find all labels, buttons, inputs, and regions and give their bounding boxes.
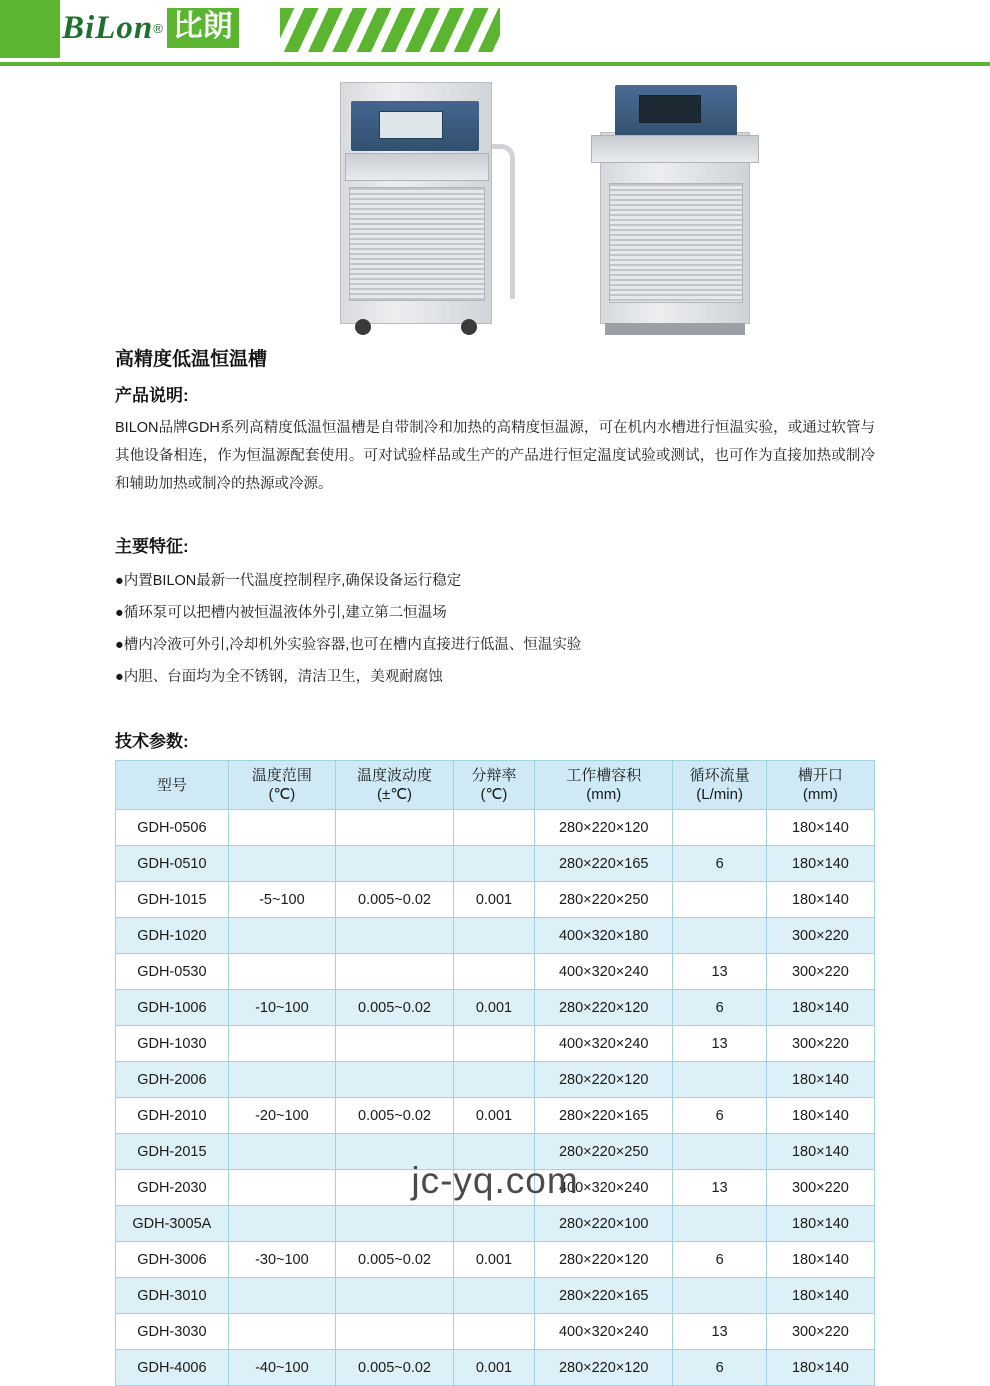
cell-res	[453, 1278, 534, 1314]
cell-range	[228, 1206, 335, 1242]
cell-vol: 280×220×120	[534, 810, 672, 846]
table-row	[116, 1206, 875, 1242]
cell-flow	[673, 1134, 766, 1170]
table-row	[116, 918, 875, 954]
cell-open: 180×140	[766, 882, 874, 918]
cell-range	[228, 954, 335, 990]
cell-fluct: 0.005~0.02	[336, 1242, 454, 1278]
cell-flow: 6	[673, 1350, 766, 1386]
cell-range	[228, 1170, 335, 1206]
cell-res: 0.001	[453, 882, 534, 918]
product-photo-left	[340, 82, 492, 324]
cell-range: -30~100	[228, 1242, 335, 1278]
cell-open: 180×140	[766, 846, 874, 882]
cell-model: GDH-2030	[116, 1170, 229, 1206]
brand-logo	[62, 6, 239, 50]
content-area	[0, 344, 990, 752]
product-tank-left	[345, 153, 489, 181]
cell-vol: 400×320×240	[534, 1314, 672, 1350]
cell-model: GDH-3006	[116, 1242, 229, 1278]
cell-vol: 400×320×240	[534, 954, 672, 990]
cell-vol: 280×220×120	[534, 990, 672, 1026]
cell-vol: 400×320×240	[534, 1170, 672, 1206]
product-base-right	[605, 323, 745, 335]
cell-range	[228, 1026, 335, 1062]
cell-vol: 280×220×120	[534, 1062, 672, 1098]
cell-flow: 6	[673, 1098, 766, 1134]
cell-vol: 280×220×100	[534, 1206, 672, 1242]
cell-res	[453, 1134, 534, 1170]
cell-flow: 6	[673, 990, 766, 1026]
cell-open: 300×220	[766, 1026, 874, 1062]
table-row	[116, 846, 875, 882]
table-row	[116, 954, 875, 990]
cell-res: 0.001	[453, 1350, 534, 1386]
cell-fluct: 0.005~0.02	[336, 1098, 454, 1134]
column-header-model: 型号	[116, 761, 229, 810]
column-header-temp-range: 温度范围 (℃)	[228, 761, 335, 810]
cell-res: 0.001	[453, 1242, 534, 1278]
cell-range: -20~100	[228, 1098, 335, 1134]
table-row	[116, 1350, 875, 1386]
cell-res	[453, 810, 534, 846]
cell-open: 300×220	[766, 918, 874, 954]
cell-fluct	[336, 1026, 454, 1062]
cell-model: GDH-0506	[116, 810, 229, 846]
cell-res	[453, 1026, 534, 1062]
cell-flow	[673, 882, 766, 918]
list-item: ●循环泵可以把槽内被恒温液体外引,建立第二恒温场	[115, 605, 447, 621]
spec-table-head	[116, 761, 875, 810]
cell-flow: 13	[673, 1170, 766, 1206]
spacer-1	[115, 498, 875, 532]
table-row	[116, 990, 875, 1026]
cell-model: GDH-0530	[116, 954, 229, 990]
page-title: 高精度低温恒温槽	[115, 349, 268, 370]
cell-res	[453, 846, 534, 882]
cell-open: 180×140	[766, 1098, 874, 1134]
cell-fluct	[336, 1278, 454, 1314]
cell-fluct	[336, 954, 454, 990]
cell-res: 0.001	[453, 1098, 534, 1134]
cell-fluct: 0.005~0.02	[336, 1350, 454, 1386]
cell-fluct	[336, 1206, 454, 1242]
cell-range: -5~100	[228, 882, 335, 918]
product-control-panel-right	[615, 85, 737, 137]
registered-trademark-icon: ®	[153, 20, 163, 36]
cell-model: GDH-3010	[116, 1278, 229, 1314]
cell-model: GDH-0510	[116, 846, 229, 882]
list-item: ●内胆、台面均为全不锈钢，清洁卫生，美观耐腐蚀	[115, 669, 443, 685]
list-item: ●槽内冷液可外引,冷却机外实验容器,也可在槽内直接进行低温、恒温实验	[115, 637, 582, 653]
spec-table-body	[116, 810, 875, 1386]
cell-range	[228, 1314, 335, 1350]
page-header	[0, 0, 990, 66]
table-row	[116, 1134, 875, 1170]
cell-fluct	[336, 810, 454, 846]
cell-res: 0.001	[453, 990, 534, 1026]
column-header-flow: 循环流量 (L/min)	[673, 761, 766, 810]
cell-res	[453, 1206, 534, 1242]
cell-flow	[673, 1206, 766, 1242]
description-body: BILON品牌GDH系列高精度低温恒温槽是自带制冷和加热的高精度恒温源，可在机内水槽进行恒温实验，或通过软管与其他设备相连，作为恒温源配套使用。可对试验样品或生产的产品进行恒定温度试验或测试，也可作为直接加热或制冷和辅助加热或制冷的热源或冷源。	[115, 420, 875, 492]
cell-open: 180×140	[766, 990, 874, 1026]
cell-model: GDH-2006	[116, 1062, 229, 1098]
cell-model: GDH-2010	[116, 1098, 229, 1134]
description-heading: 产品说明:	[115, 386, 189, 405]
product-tube-left	[488, 144, 515, 299]
cell-model: GDH-1020	[116, 918, 229, 954]
specs-heading: 技术参数:	[115, 732, 189, 751]
product-display-left	[379, 111, 443, 139]
table-row	[116, 882, 875, 918]
spec-table-wrapper	[0, 760, 990, 1386]
cell-model: GDH-2015	[116, 1134, 229, 1170]
cell-fluct	[336, 846, 454, 882]
cell-open: 180×140	[766, 1242, 874, 1278]
cell-vol: 400×320×240	[534, 1026, 672, 1062]
product-vent-right	[609, 183, 743, 303]
cell-res	[453, 918, 534, 954]
cell-vol: 280×220×120	[534, 1242, 672, 1278]
cell-flow: 6	[673, 846, 766, 882]
cell-open: 300×220	[766, 954, 874, 990]
product-caster-left-front	[355, 319, 371, 335]
cell-fluct: 0.005~0.02	[336, 990, 454, 1026]
product-photo-right	[600, 132, 750, 324]
logo-wordmark: BiLon	[62, 9, 154, 46]
cell-model: GDH-3030	[116, 1314, 229, 1350]
table-row	[116, 1278, 875, 1314]
cell-open: 180×140	[766, 1278, 874, 1314]
features-list	[115, 565, 875, 693]
product-control-panel-left	[351, 101, 479, 151]
product-display-right	[639, 95, 701, 123]
spec-table	[115, 760, 875, 1386]
cell-range	[228, 1278, 335, 1314]
cell-range	[228, 810, 335, 846]
product-body-right	[600, 132, 750, 324]
cell-model: GDH-1006	[116, 990, 229, 1026]
product-photo-group	[0, 74, 990, 344]
cell-vol: 280×220×120	[534, 1350, 672, 1386]
spacer-2	[115, 693, 875, 727]
cell-res	[453, 954, 534, 990]
logo-chinese-name: 比朗	[167, 8, 239, 48]
product-tank-right	[591, 135, 759, 163]
product-body-left	[340, 82, 492, 324]
cell-range	[228, 1134, 335, 1170]
table-row	[116, 1314, 875, 1350]
cell-res	[453, 1062, 534, 1098]
table-row	[116, 1026, 875, 1062]
cell-fluct: 0.005~0.02	[336, 882, 454, 918]
cell-fluct	[336, 1062, 454, 1098]
cell-open: 180×140	[766, 1062, 874, 1098]
table-row	[116, 810, 875, 846]
cell-flow	[673, 810, 766, 846]
product-caster-left-back	[461, 319, 477, 335]
column-header-tank-volume: 工作槽容积 (mm)	[534, 761, 672, 810]
cell-flow	[673, 918, 766, 954]
table-row	[116, 1242, 875, 1278]
cell-flow: 6	[673, 1242, 766, 1278]
header-green-block	[0, 0, 60, 58]
cell-range	[228, 846, 335, 882]
table-row	[116, 1170, 875, 1206]
cell-res	[453, 1170, 534, 1206]
cell-model: GDH-3005A	[116, 1206, 229, 1242]
cell-flow: 13	[673, 1314, 766, 1350]
cell-flow	[673, 1062, 766, 1098]
cell-fluct	[336, 1314, 454, 1350]
cell-vol: 400×320×180	[534, 918, 672, 954]
cell-flow: 13	[673, 954, 766, 990]
cell-vol: 280×220×165	[534, 1098, 672, 1134]
column-header-resolution: 分辩率 (℃)	[453, 761, 534, 810]
cell-vol: 280×220×165	[534, 846, 672, 882]
cell-model: GDH-4006	[116, 1350, 229, 1386]
cell-open: 180×140	[766, 1134, 874, 1170]
cell-range: -40~100	[228, 1350, 335, 1386]
cell-range	[228, 918, 335, 954]
cell-res	[453, 1314, 534, 1350]
cell-fluct	[336, 918, 454, 954]
cell-flow: 13	[673, 1026, 766, 1062]
cell-flow	[673, 1278, 766, 1314]
cell-open: 180×140	[766, 1206, 874, 1242]
cell-fluct	[336, 1134, 454, 1170]
table-row	[116, 1062, 875, 1098]
cell-vol: 280×220×250	[534, 1134, 672, 1170]
table-header-row	[116, 761, 875, 810]
cell-open: 180×140	[766, 1350, 874, 1386]
column-header-opening: 槽开口 (mm)	[766, 761, 874, 810]
product-vent-left	[349, 187, 485, 301]
cell-vol: 280×220×165	[534, 1278, 672, 1314]
cell-range: -10~100	[228, 990, 335, 1026]
cell-fluct	[336, 1170, 454, 1206]
features-heading: 主要特征:	[115, 537, 189, 556]
list-item: ●内置BILON最新一代温度控制程序,确保设备运行稳定	[115, 573, 462, 589]
cell-open: 300×220	[766, 1314, 874, 1350]
cell-model: GDH-1015	[116, 882, 229, 918]
decorative-stripes	[280, 8, 500, 52]
column-header-fluctuation: 温度波动度 (±℃)	[336, 761, 454, 810]
cell-range	[228, 1062, 335, 1098]
watermark: jc-yq.com	[411, 1160, 579, 1201]
table-row	[116, 1098, 875, 1134]
cell-model: GDH-1030	[116, 1026, 229, 1062]
cell-open: 180×140	[766, 810, 874, 846]
cell-open: 300×220	[766, 1170, 874, 1206]
cell-vol: 280×220×250	[534, 882, 672, 918]
